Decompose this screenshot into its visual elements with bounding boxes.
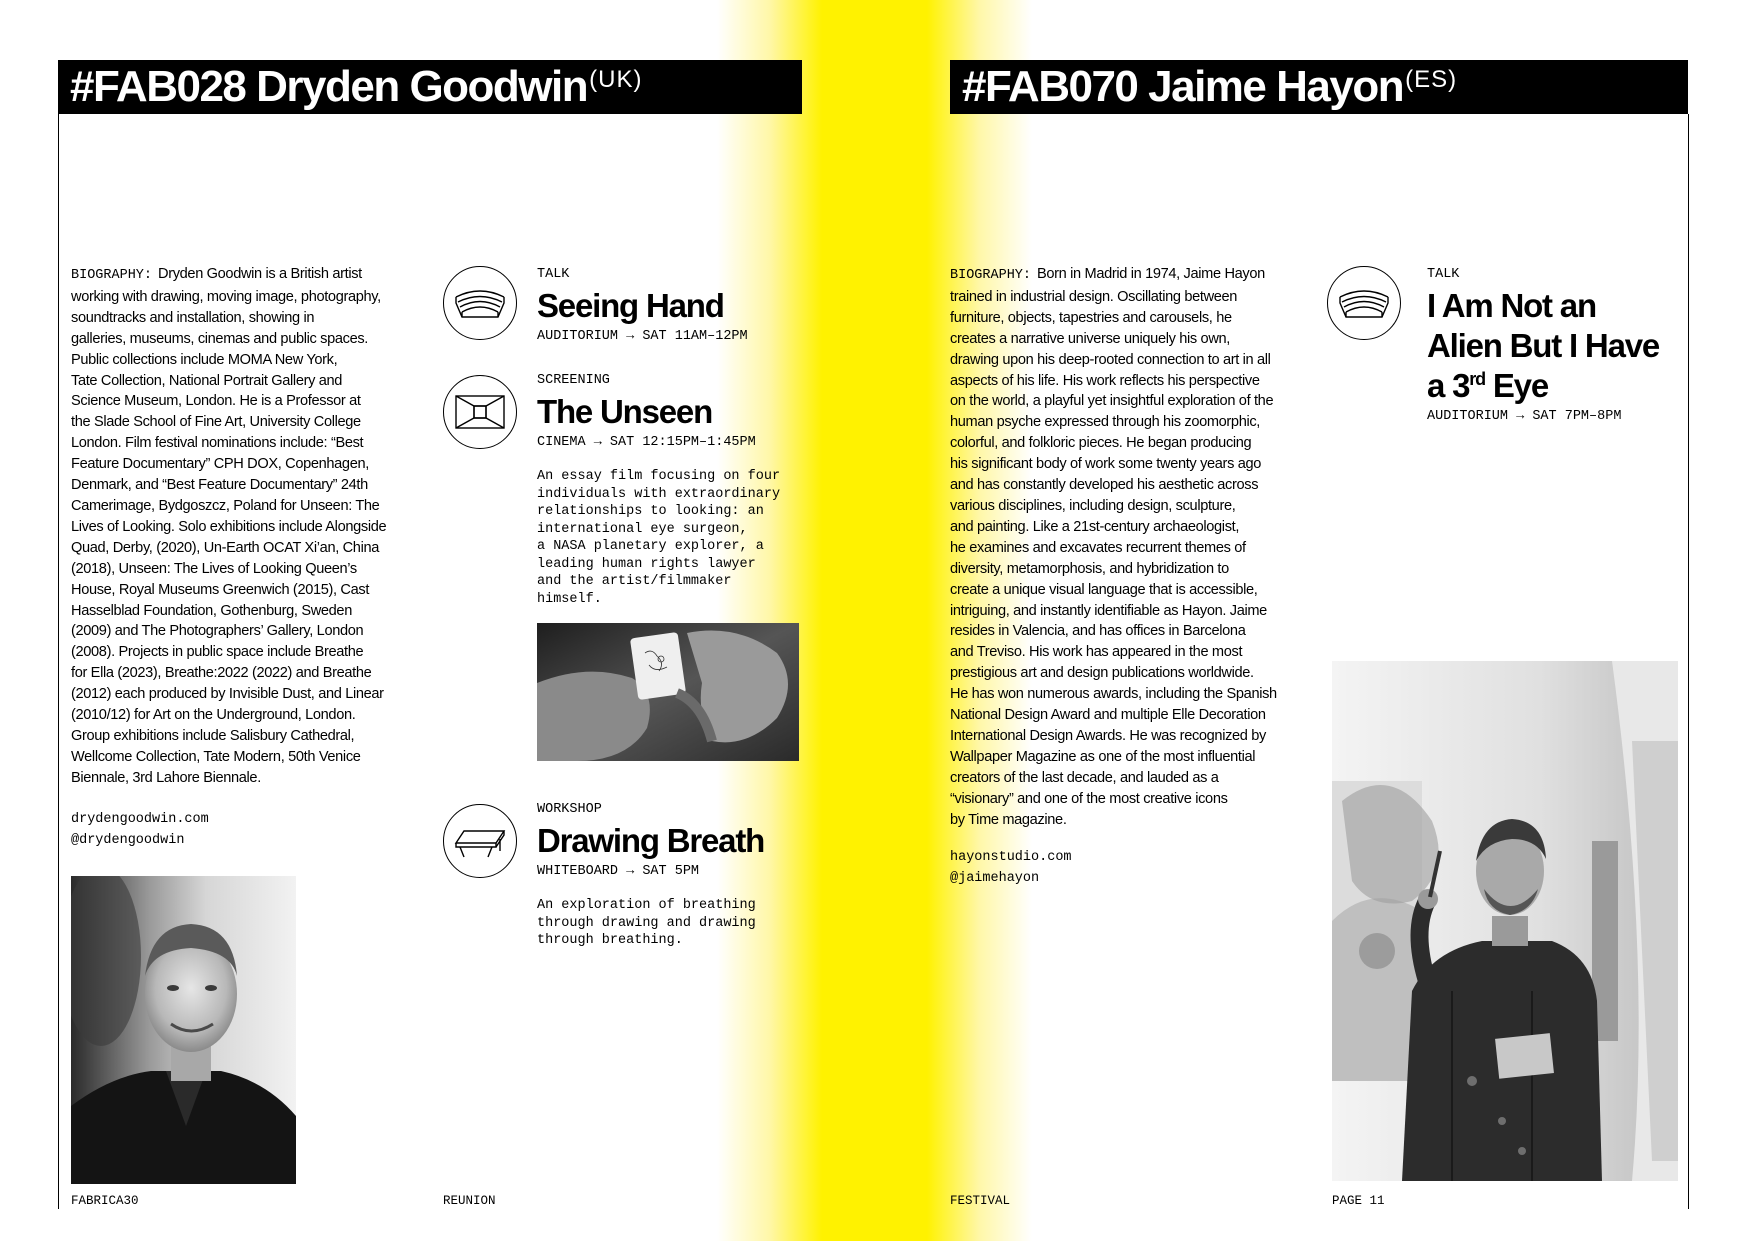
event-description: An exploration of breathing through drawing and drawing through breathing.: [537, 898, 756, 948]
bio-line: furniture, objects, tapestries and carousels, he: [950, 309, 1232, 326]
film-still-image: [537, 623, 799, 761]
cinema-icon: [443, 375, 517, 449]
event-drawing-breath: [537, 801, 837, 950]
event-meta: WHITEBOARD → SAT 5PM: [537, 864, 700, 879]
bio-line: creators of the last decade, and lauded as a: [950, 769, 1219, 786]
artist-name: Dryden Goodwin: [256, 62, 588, 111]
event-title: Drawing Breath: [537, 822, 765, 859]
bio-line: Biennale, 3rd Lahore Biennale.: [71, 769, 261, 786]
portrait-jaime-photo: [1332, 661, 1678, 1181]
bio-line: Wellcome Collection, Tate Modern, 50th Venice: [71, 748, 361, 765]
links-jaime: [950, 847, 1072, 889]
bio-line: intriguing, and instantly identifiable as Hayon. Jaime: [950, 602, 1267, 619]
bio-line: International Design Awards. He was recognized by: [950, 727, 1266, 744]
bio-line: create a unique visual language that is accessible,: [950, 581, 1258, 598]
bio-line: Wallpaper Magazine as one of the most influential: [950, 748, 1256, 765]
social-handle[interactable]: @jaimehayon: [950, 871, 1040, 886]
artist-country: (ES): [1405, 66, 1458, 93]
right-page-rule: [1688, 114, 1689, 1209]
bio-line: He has won numerous awards, including the Spanish: [950, 686, 1277, 703]
left-page-rule: [58, 114, 59, 1209]
bio-line: Tate Collection, National Portrait Gallery and: [71, 372, 343, 389]
bio-line: Hasselblad Foundation, Gothenburg, Sweden: [71, 602, 352, 619]
bio-line: resides in Valencia, and has offices in Barcelona: [950, 623, 1246, 640]
bio-line-0: BIOGRAPHY: Dryden Goodwin is a British artist: [71, 266, 362, 283]
bio-line: Quad, Derby, (2020), Un-Earth OCAT Xi’an, China: [71, 539, 379, 556]
bio-line: House, Royal Museums Greenwich (2015), Cast: [71, 581, 370, 598]
portrait-jaime-image: [1332, 661, 1678, 1181]
links-dryden: [71, 809, 209, 851]
artist-header-jaime: [950, 60, 1688, 114]
page-number: PAGE 11: [1332, 1194, 1385, 1208]
bio-line: trained in industrial design. Oscillating between: [950, 288, 1238, 305]
bio-line: the Slade School of Fine Art, University College: [71, 414, 361, 431]
bio-line: colorful, and folkloric pieces. He began producing: [950, 435, 1252, 452]
artist-country: (UK): [589, 66, 643, 93]
bio-line: his significant body of work some twenty years ago: [950, 456, 1262, 473]
bio-line: (2012) each produced by Invisible Dust, and Linear: [71, 686, 384, 703]
artist-header-dryden: [58, 60, 802, 114]
bio-line: Public collections include MOMA New York,: [71, 351, 338, 368]
event-description: An essay film focusing on four individuals with extraordinary relationships to looking: an international eye surgeon, a NASA planetary explorer, a leading human rights lawyer and the artist/filmmaker himself.: [537, 469, 781, 607]
right-page: [874, 0, 1749, 1241]
website-link[interactable]: drydengoodwin.com: [71, 812, 209, 827]
event-kind: TALK: [537, 267, 570, 282]
auditorium-icon: [443, 266, 517, 340]
bio-line: on the world, a playful yet insightful exploration of the: [950, 393, 1274, 410]
event-meta: AUDITORIUM → SAT 11AM–12PM: [537, 329, 748, 344]
event-meta: CINEMA → SAT 12:15PM–1:45PM: [537, 435, 756, 450]
bio-line: creates a narrative universe uniquely his own,: [950, 330, 1230, 347]
biography-jaime: [950, 264, 1315, 830]
bio-line: London. Film festival nominations include: “Best: [71, 435, 364, 452]
bio-line: (2008). Projects in public space include Breathe: [71, 644, 364, 661]
portrait-dryden-image: [71, 876, 296, 1184]
artist-name: Jaime Hayon: [1148, 62, 1404, 111]
bio-line: various disciplines, including design, sculpture,: [950, 497, 1236, 514]
bio-line: (2010/12) for Art on the Underground, London.: [71, 707, 356, 724]
bio-line: diversity, metamorphosis, and hybridization to: [950, 560, 1229, 577]
bio-line: human psyche expressed through his zoomorphic,: [950, 414, 1261, 431]
bio-line: galleries, museums, cinemas and public spaces.: [71, 330, 369, 347]
event-title: The Unseen: [537, 393, 713, 430]
event-kind: SCREENING: [537, 373, 610, 388]
bio-line: and Treviso. His work has appeared in the most: [950, 644, 1243, 661]
bio-line: Denmark, and “Best Feature Documentary” 24th: [71, 477, 368, 494]
bio-line: he examines and excavates recurrent themes of: [950, 539, 1246, 556]
footer-center-right: FESTIVAL: [950, 1194, 1011, 1208]
bio-line: Group exhibitions include Salisbury Cathedral,: [71, 727, 355, 744]
bio-line: Science Museum, London. He is a Professor at: [71, 393, 361, 410]
bio-line: by Time magazine.: [950, 811, 1067, 828]
portrait-dryden-photo: [71, 876, 296, 1184]
footer-left: FABRICA30: [71, 1194, 139, 1208]
event-meta: AUDITORIUM → SAT 7PM–8PM: [1427, 409, 1622, 424]
bio-line: prestigious art and design publications worldwide.: [950, 665, 1254, 682]
bio-line-0: BIOGRAPHY: Born in Madrid in 1974, Jaime Hayon: [950, 266, 1265, 283]
event-title: Seeing Hand: [537, 287, 724, 324]
bio-line: (2018), Unseen: The Lives of Looking Queen’s: [71, 560, 357, 577]
bio-line: National Design Award and multiple Elle Decoration: [950, 707, 1266, 724]
bio-line: working with drawing, moving image, photography,: [71, 288, 381, 305]
footer-center-left: REUNION: [443, 1194, 496, 1208]
event-title: I Am Not an Alien But I Have a 3rd Eye: [1427, 287, 1660, 404]
bio-line: for Ella (2023), Breathe:2022 (2022) and Breathe: [71, 665, 372, 682]
website-link[interactable]: hayonstudio.com: [950, 850, 1072, 865]
bio-line: Lives of Looking. Solo exhibitions include Alongside: [71, 518, 387, 535]
bio-line: and painting. Like a 21st-century archaeologist,: [950, 518, 1240, 535]
event-alien-talk: [1427, 266, 1687, 426]
artist-code: #FAB028: [70, 62, 246, 111]
left-page: [0, 0, 874, 1241]
artist-code: #FAB070: [962, 62, 1138, 111]
film-still-photo: [537, 623, 799, 761]
whiteboard-icon: [443, 804, 517, 878]
biography-dryden: [71, 264, 431, 789]
bio-line: Camerimage, Bydgoszcz, Poland for Unseen: The: [71, 497, 380, 514]
auditorium-icon: [1327, 266, 1401, 340]
bio-line: aspects of his life. His work reflects his perspective: [950, 372, 1260, 389]
event-seeing-hand: [537, 266, 837, 346]
bio-line: “visionary” and one of the most creative icons: [950, 790, 1228, 807]
event-kind: TALK: [1427, 267, 1460, 282]
bio-line: Feature Documentary” CPH DOX, Copenhagen,: [71, 456, 369, 473]
social-handle[interactable]: @drydengoodwin: [71, 833, 185, 848]
bio-line: (2009) and The Photographers’ Gallery, London: [71, 623, 364, 640]
bio-line: soundtracks and installation, showing in: [71, 309, 315, 326]
bio-line: drawing upon his deep-rooted connection to art in all: [950, 351, 1271, 368]
event-the-unseen: [537, 372, 837, 608]
biography-label: BIOGRAPHY:: [950, 268, 1032, 283]
biography-label: BIOGRAPHY:: [71, 268, 153, 283]
event-kind: WORKSHOP: [537, 802, 602, 817]
bio-line: and has constantly developed his aesthetic across: [950, 477, 1259, 494]
